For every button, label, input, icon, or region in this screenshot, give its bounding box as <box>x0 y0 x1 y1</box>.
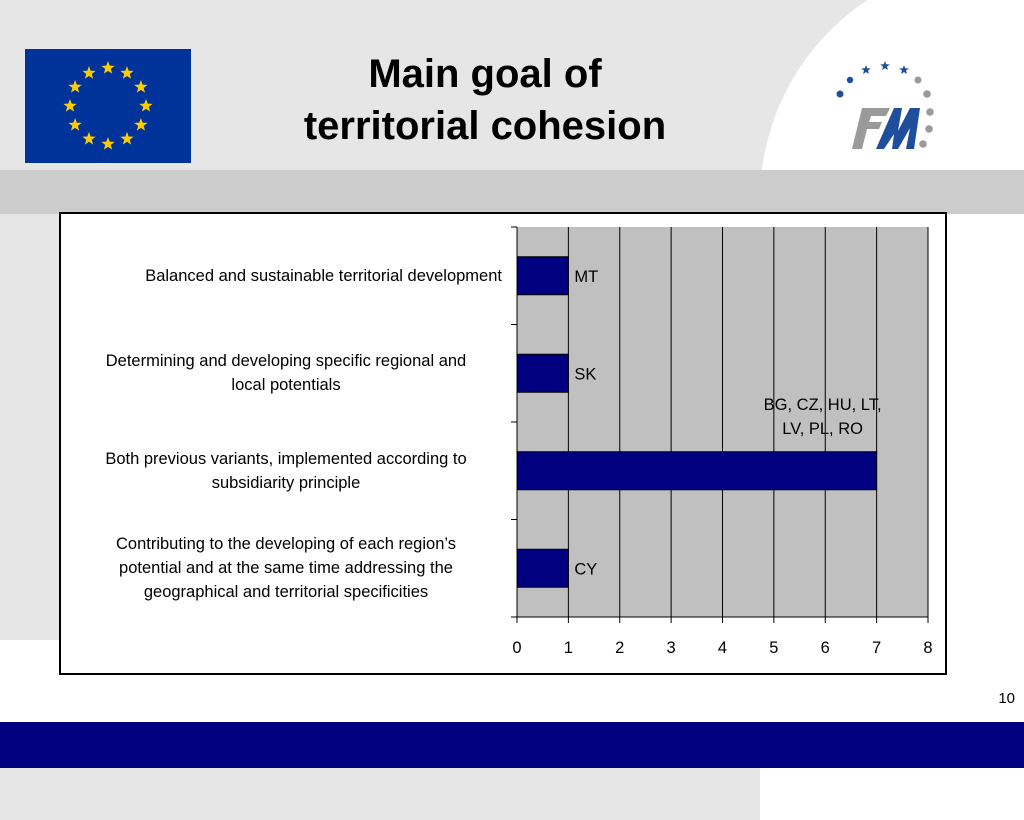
data-label-line: CY <box>574 560 598 579</box>
category-label-line: local potentials <box>231 376 341 395</box>
eu-flag-icon <box>25 49 191 163</box>
category-label-line: Contributing to the developing of each region’s <box>115 535 456 554</box>
data-label-line: LV, PL, RO <box>782 419 863 438</box>
data-label <box>574 560 597 578</box>
category-label-line: geographical and territorial specificities <box>143 583 429 602</box>
x-tick-label: 2 <box>615 639 625 657</box>
category-label-line: Balanced and sustainable territorial development <box>145 266 502 285</box>
logo-star <box>880 61 890 70</box>
page-number: 10 <box>998 690 1015 707</box>
header-divider-band <box>0 170 1024 214</box>
footer-blue-band <box>0 722 1024 768</box>
logo-dot <box>926 108 934 116</box>
logo-dot <box>923 90 931 98</box>
x-tick-label: 0 <box>512 639 522 657</box>
bar <box>517 549 568 587</box>
data-label-line: SK <box>574 365 597 384</box>
logo-star <box>899 65 909 74</box>
logo-dot <box>925 125 933 133</box>
category-label <box>70 532 502 604</box>
bar <box>517 354 568 392</box>
x-tick-label: 8 <box>923 639 933 657</box>
x-tick-label: 5 <box>769 639 779 657</box>
x-tick-label: 3 <box>666 639 676 657</box>
slide-title <box>230 48 740 152</box>
slide-title-line-1: Main goal of <box>368 52 602 96</box>
data-label-line: MT <box>574 267 599 286</box>
logo-star <box>861 65 871 74</box>
logo-dot <box>919 140 927 148</box>
x-tick-label: 1 <box>563 639 573 657</box>
x-tick-label: 7 <box>872 639 882 657</box>
category-label <box>70 349 502 397</box>
bar <box>517 452 877 490</box>
data-label-line: BG, CZ, HU, LT, <box>763 395 882 414</box>
category-label-line: subsidiarity principle <box>211 473 361 492</box>
x-tick-label: 4 <box>717 639 728 657</box>
bar <box>517 257 568 295</box>
category-label <box>70 447 502 495</box>
logo-dot <box>837 91 844 98</box>
x-tick-label: 6 <box>820 639 830 657</box>
category-label-line: Both previous variants, implemented according to <box>105 449 467 468</box>
slide-title-line-2: territorial cohesion <box>303 104 667 148</box>
category-label-line: Determining and developing specific regional and <box>105 352 467 371</box>
logo-dot <box>915 77 922 84</box>
logo-dot <box>847 77 853 83</box>
category-label-line: potential and at the same time addressing the <box>119 559 453 578</box>
data-label <box>574 268 598 286</box>
data-label <box>574 365 596 383</box>
fm-logo-icon <box>826 56 946 156</box>
category-label <box>70 264 502 288</box>
